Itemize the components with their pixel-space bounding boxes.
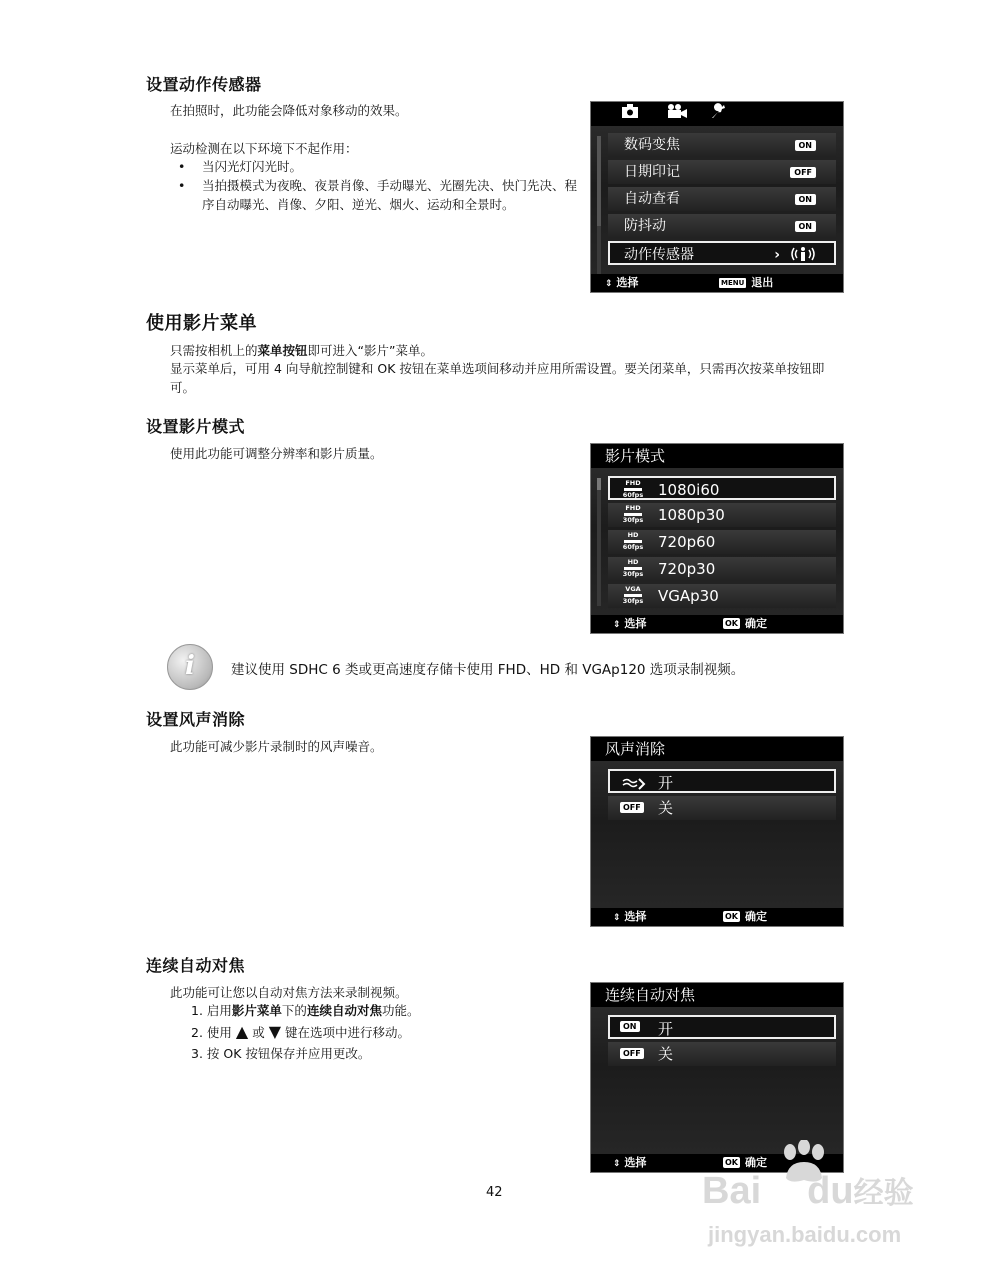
menu-row-motion-sensor[interactable] [608, 241, 836, 265]
off-icon: OFF [620, 1048, 644, 1059]
motion-sensor-icon [790, 246, 816, 270]
page-number: 42 [486, 1185, 503, 1200]
on-badge: ON [795, 221, 817, 232]
step-item: 1. 启用影片菜单下的连续自动对焦功能。 [191, 1003, 420, 1018]
movie-mode-screen [590, 443, 844, 634]
off-badge: OFF [790, 167, 816, 178]
row-label: 关 [658, 799, 674, 817]
vga-30fps-icon: VGA 30fps [622, 585, 644, 605]
movie-mode-row[interactable] [608, 503, 836, 527]
section-title-motion-sensor: 设置动作传感器 [146, 75, 262, 94]
footer-select [605, 274, 638, 293]
down-arrow-icon: ▼ [268, 1022, 281, 1041]
option-row-on[interactable] [608, 1015, 836, 1039]
step-item: 3. 按 OK 按钮保存并应用更改。 [191, 1046, 371, 1061]
screen-body [591, 761, 843, 908]
menu-row-anti-shake[interactable] [608, 214, 836, 238]
fhd-60fps-icon: FHD 60fps [622, 479, 644, 499]
up-down-icon: ⇕ [613, 1159, 621, 1169]
menu-key-icon: MENU [721, 279, 745, 287]
camera-settings-screen [590, 101, 844, 293]
up-down-icon: ⇕ [613, 620, 621, 630]
on-badge: ON [795, 140, 817, 151]
section-title-wind-cut: 设置风声消除 [146, 710, 246, 729]
row-label: 日期印记 [624, 164, 680, 180]
row-label: 开 [658, 1020, 674, 1038]
ok-key-icon: OK [725, 912, 738, 921]
row-label: 720p60 [658, 533, 716, 551]
footer-select [613, 908, 646, 927]
up-arrow-icon: ▲ [235, 1022, 249, 1041]
motion-sensor-intro: 在拍照时，此功能会降低对象移动的效果。 [170, 103, 408, 118]
bold-keyword: 菜单按钮 [257, 343, 308, 358]
screen-footer [591, 908, 843, 926]
footer-confirm-label: 确定 [745, 910, 767, 923]
section-title-continuous-af: 连续自动对焦 [146, 956, 246, 975]
menu-row-date-stamp[interactable] [608, 160, 836, 184]
footer-select-label: 选择 [624, 1156, 647, 1169]
movie-mode-row[interactable] [608, 584, 836, 608]
tip-text: 建议使用 SDHC 6 类或更高速度存储卡使用 FHD、HD 和 VGAp120 选项录制视频。 [231, 662, 745, 678]
on-badge: ON [795, 194, 817, 205]
watermark-url: jingyan.baidu.com [708, 1222, 902, 1247]
motion-sensor-note: 运动检测在以下环境下不起作用： [170, 141, 358, 156]
option-row-on[interactable] [608, 769, 836, 793]
hd-60fps-icon: HD 60fps [622, 531, 644, 551]
movie-icon[interactable] [666, 102, 688, 126]
movie-mode-row[interactable] [608, 476, 836, 500]
row-label: 动作传感器 [624, 247, 694, 263]
wind-cut-screen [590, 736, 844, 927]
footer-confirm [723, 615, 767, 633]
screen-title: 连续自动对焦 [591, 983, 843, 1007]
row-label: 1080i60 [658, 481, 720, 499]
footer-exit-label: 退出 [751, 276, 774, 289]
option-row-off[interactable] [608, 796, 836, 820]
footer-select [613, 1154, 646, 1173]
section-title-movie-mode: 设置影片模式 [146, 417, 246, 436]
up-down-icon: ⇕ [605, 279, 613, 289]
continuous-af-intro: 此功能可让您以自动对焦方法来录制视频。 [170, 985, 408, 1000]
row-label: 1080p30 [658, 506, 725, 524]
screen-tab-bar [591, 102, 843, 126]
off-icon: OFF [620, 802, 644, 813]
movie-menu-line1 [170, 341, 433, 360]
movie-menu-line2: 显示菜单后，可用 4 向导航控制键和 OK 按钮在菜单选项间移动并应用所需设置。要关闭菜单，只需再次按菜单按钮即可。 [170, 361, 825, 395]
row-label: 防抖动 [624, 218, 666, 234]
text-segment: 即可进入“影片”菜单。 [307, 343, 433, 358]
hd-30fps-icon: HD 30fps [622, 558, 644, 578]
footer-select [613, 615, 646, 634]
up-down-icon: ⇕ [613, 913, 621, 923]
footer-confirm-label: 确定 [745, 1156, 767, 1169]
row-label: 自动查看 [624, 191, 680, 207]
movie-mode-row[interactable] [608, 557, 836, 581]
ok-key-icon: OK [725, 1158, 738, 1167]
motion-sensor-bullets [170, 157, 578, 214]
wrench-icon[interactable] [709, 102, 727, 126]
info-icon: i [167, 644, 213, 690]
on-icon: ON [620, 1021, 640, 1032]
scrollbar[interactable] [597, 136, 601, 286]
ok-key-icon: OK [725, 619, 738, 628]
screen-body [591, 1007, 843, 1154]
continuous-af-steps [191, 1000, 419, 1064]
bullet-item: • 当拍摄模式为夜晚、夜景肖像、手动曝光、光圈先决、快门先决、程序自动曝光、肖像、夕阳、逆光、烟火、运动和全景时。 [170, 176, 578, 214]
footer-confirm-label: 确定 [745, 617, 767, 630]
text-segment: 只需按相机上的 [170, 343, 258, 358]
wind-cut-intro: 此功能可减少影片录制时的风声噪音。 [170, 739, 383, 754]
watermark-brand: Bai du经验 [702, 1170, 914, 1212]
chevron-right-icon: › [774, 247, 780, 263]
option-row-off[interactable] [608, 1042, 836, 1066]
footer-confirm [723, 908, 767, 926]
bullet-item: • 当闪光灯闪光时。 [170, 157, 578, 176]
screen-footer [591, 274, 843, 292]
menu-row-auto-review[interactable] [608, 187, 836, 211]
row-label: 数码变焦 [624, 137, 680, 153]
baidu-watermark [700, 1140, 940, 1260]
footer-select-label: 选择 [616, 276, 639, 289]
movie-mode-row[interactable] [608, 530, 836, 554]
camera-icon[interactable] [621, 102, 639, 126]
screen-body [591, 126, 843, 274]
screen-title: 风声消除 [591, 737, 843, 761]
footer-exit [719, 274, 773, 292]
section-title-movie-menu: 使用影片菜单 [146, 313, 257, 334]
screen-body [591, 468, 843, 615]
step-item: 2. 使用 ▲ 或 ▼ 键在选项中进行移动。 [191, 1022, 410, 1041]
footer-select-label: 选择 [624, 617, 647, 630]
scrollbar[interactable] [597, 478, 601, 606]
fhd-30fps-icon: FHD 30fps [622, 504, 644, 524]
screen-title: 影片模式 [591, 444, 843, 468]
screen-footer [591, 615, 843, 633]
menu-row-digital-zoom[interactable] [608, 133, 836, 157]
footer-select-label: 选择 [624, 910, 647, 923]
row-label: VGAp30 [658, 587, 719, 605]
row-label: 720p30 [658, 560, 716, 578]
row-label: 开 [658, 774, 674, 792]
movie-mode-intro: 使用此功能可调整分辨率和影片质量。 [170, 446, 383, 461]
row-label: 关 [658, 1045, 674, 1063]
